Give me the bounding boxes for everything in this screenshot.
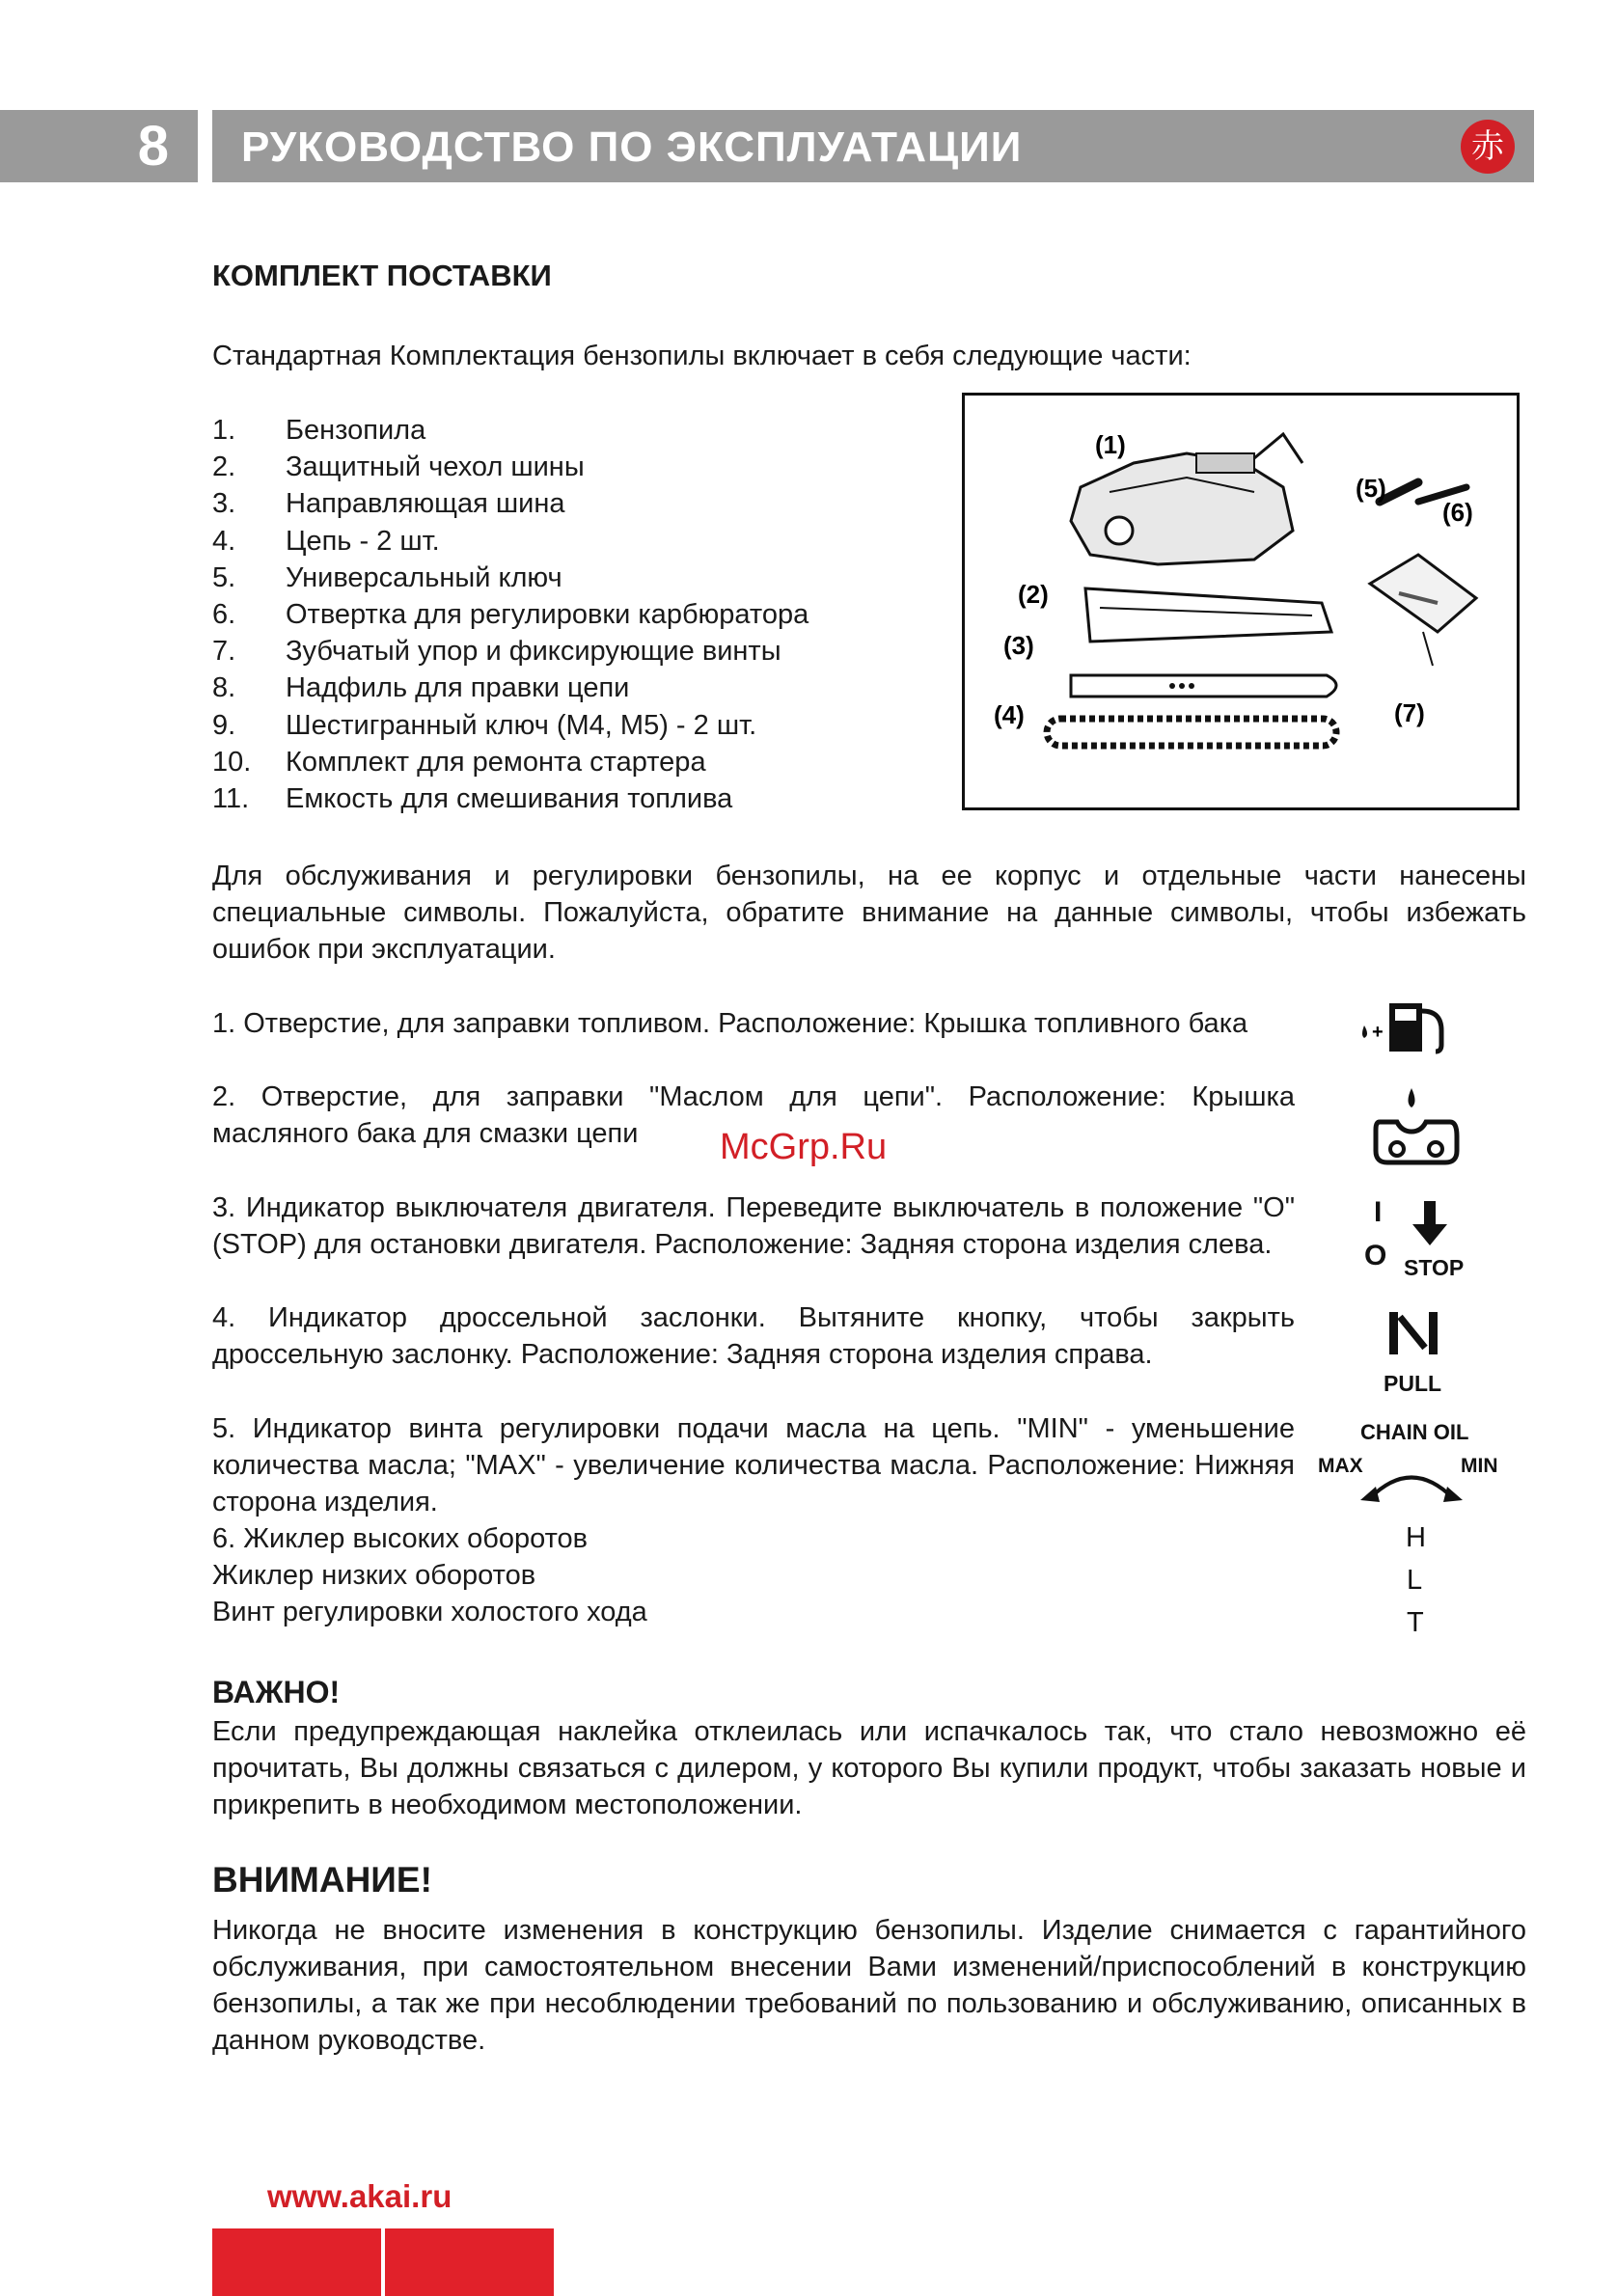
figure-label: (3): [1003, 631, 1034, 660]
header-bar: [212, 110, 1534, 182]
list-item: 1. Бензопила: [212, 415, 426, 446]
parts-illustration: [962, 393, 1520, 810]
figure-label: (2): [1018, 580, 1049, 609]
symbols-intro: Для обслуживания и регулировки бензопилы, на ее корпус и отдельные части нанесены специальные символы. Пожалуйста, обратите внимание на данные символы, чтобы избежать ошибок при эксплуатации.: [212, 861, 1526, 965]
watermark: McGrp.Ru: [720, 1127, 888, 1167]
switch-on-label: I: [1374, 1196, 1383, 1228]
h-label: H: [1406, 1522, 1426, 1553]
figure-label: (5): [1356, 474, 1386, 503]
min-label: MIN: [1461, 1455, 1498, 1477]
important-heading: ВАЖНО!: [212, 1675, 341, 1709]
parts-list: [212, 412, 808, 817]
important-text: Если предупреждающая наклейка отклеилась или испачкалось так, что стало невозможно её прочитать, Вы должны связаться с дилером, у которого Вы купили продукт, чтобы заказать новые и прикрепить в необходимом местоположении.: [212, 1716, 1526, 1820]
footer-bar-left: [212, 2228, 381, 2296]
fuel-fill-icon: [1353, 992, 1459, 1059]
switch-off-label: O: [1364, 1240, 1387, 1271]
symbol-paragraph-6b: Жиклер низких оборотов: [212, 1560, 536, 1591]
symbol-paragraph-6c: Винт регулировки холостого хода: [212, 1597, 647, 1627]
choke-icon: [1386, 1309, 1444, 1357]
header-title: РУКОВОДСТВО ПО ЭКСПЛУАТАЦИИ: [241, 123, 1023, 171]
figure-label: (7): [1394, 698, 1425, 727]
chainsaw-kit-drawing: [965, 396, 1517, 807]
arrow-down-icon: [1411, 1201, 1449, 1249]
warning-heading: ВНИМАНИЕ!: [212, 1860, 432, 1900]
chainsaw-icon: [1071, 453, 1293, 564]
stop-label: STOP: [1404, 1255, 1465, 1280]
symbol-paragraph-4: 4. Индикатор дроссельной заслонки. Вытяните кнопку, чтобы закрыть дроссельную заслонку. Расположение: Задняя сторона изделия справа.: [212, 1302, 1295, 1370]
oil-adjust-arc-icon: [1358, 1462, 1465, 1505]
akai-logo-icon: 赤: [1461, 120, 1515, 174]
footer-bar-right: [385, 2228, 554, 2296]
list-item: 8. Надфиль для правки цепи: [212, 672, 630, 704]
list-item: 4. Цепь - 2 шт.: [212, 525, 440, 557]
symbol-paragraph-6a: 6. Жиклер высоких оборотов: [212, 1523, 589, 1554]
symbol-paragraph-1: 1. Отверстие, для заправки топливом. Расположение: Крышка топливного бака: [212, 1008, 1248, 1039]
list-item: 3. Направляющая шина: [212, 488, 565, 520]
pull-label: PULL: [1384, 1371, 1442, 1396]
list-item: 9. Шестигранный ключ (М4, М5) - 2 шт.: [212, 709, 757, 741]
symbol-paragraph-2: 2. Отверстие, для заправки "Маслом для цепи". Расположение: Крышка масляного бака для смазки цепи: [212, 1081, 1295, 1149]
svg-text:+: +: [1372, 1022, 1384, 1043]
footer-url[interactable]: www.akai.ru: [267, 2178, 452, 2214]
figure-label: (6): [1442, 498, 1473, 527]
chain-oil-label: CHAIN OIL: [1360, 1420, 1469, 1444]
list-item: 5. Универсальный ключ: [212, 561, 562, 593]
list-item: 2. Защитный чехол шины: [212, 451, 585, 483]
list-item: 10. Комплект для ремонта стартера: [212, 746, 706, 778]
section-heading: КОМПЛЕКТ ПОСТАВКИ: [212, 259, 552, 292]
figure-label: (4): [994, 700, 1025, 729]
warning-text: Никогда не вносите изменения в конструкцию бензопилы. Изделие снимается с гарантийного обслуживания, при самостоятельном внесении Вами изменений/приспособлений в конструкцию бензопилы, а так же при несоблюдении требований по пользованию и обслуживанию, описанных в данном руководстве.: [212, 1915, 1526, 2056]
l-label: L: [1407, 1565, 1423, 1596]
t-label: T: [1407, 1607, 1424, 1638]
guide-bar-icon: [1071, 675, 1336, 697]
chain-oil-fill-icon: [1368, 1083, 1465, 1170]
section-intro: Стандартная Комплектация бензопилы включает в себя следующие части:: [212, 341, 1192, 371]
figure-label: (1): [1095, 430, 1126, 459]
symbol-paragraph-5: 5. Индикатор винта регулировки подачи масла на цепь. "MIN" - уменьшение количества масла; "MAX" - увеличение количества масла. Расположение: Нижняя сторона изделия.: [212, 1413, 1295, 1517]
page-number-block: [0, 110, 198, 182]
list-item: 6. Отвертка для регулировки карбюратора: [212, 599, 809, 631]
max-label: MAX: [1318, 1455, 1363, 1477]
page-number: 8: [137, 115, 169, 178]
list-item: 11. Емкость для смешивания топлива: [212, 783, 733, 815]
symbol-paragraph-3: 3. Индикатор выключателя двигателя. Переведите выключатель в положение "О" (STOP) для остановки двигателя. Расположение: Задняя сторона изделия слева.: [212, 1192, 1295, 1260]
saw-chain-icon: [1047, 719, 1336, 746]
list-item: 7. Зубчатый упор и фиксирующие винты: [212, 636, 781, 668]
parts-bag-icon: [1370, 555, 1476, 632]
